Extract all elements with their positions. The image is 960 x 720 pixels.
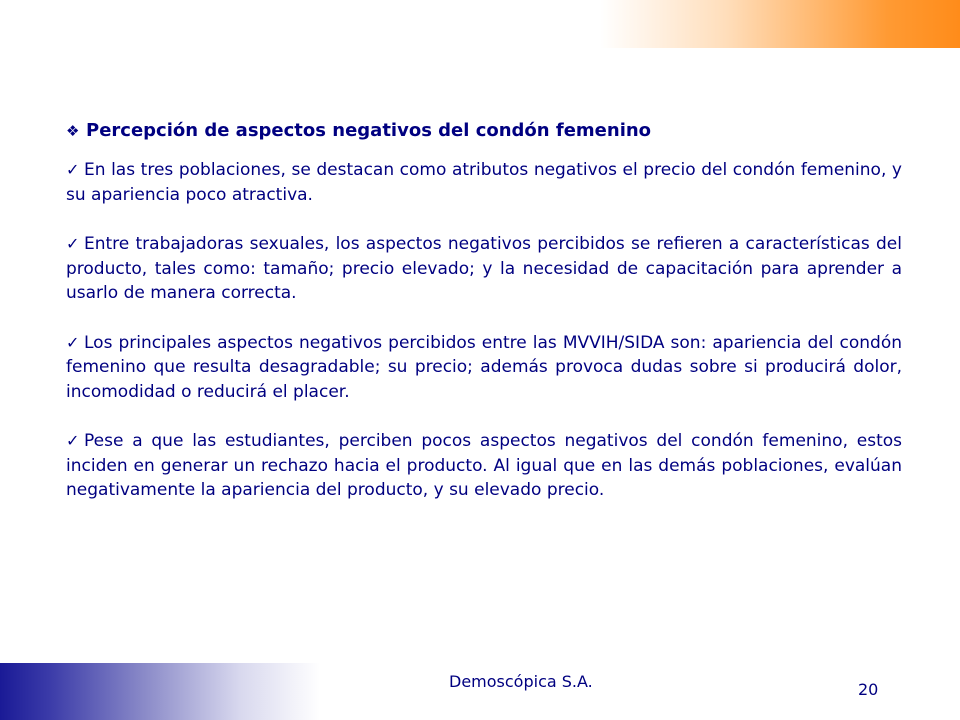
footer-company-name: Demoscópica S.A. bbox=[449, 672, 593, 691]
slide-content bbox=[66, 118, 902, 528]
checkmark-icon: ✓ bbox=[66, 332, 80, 352]
diamond-bullet-icon: ❖ bbox=[66, 122, 80, 140]
paragraph-2 bbox=[66, 232, 902, 306]
paragraph-4 bbox=[66, 429, 902, 503]
top-orange-gradient-bar bbox=[600, 0, 960, 48]
slide-heading bbox=[66, 118, 902, 144]
checkmark-icon: ✓ bbox=[66, 431, 80, 450]
checkmark-icon: ✓ bbox=[66, 160, 80, 179]
checkmark-icon: ✓ bbox=[66, 234, 80, 253]
paragraph-1 bbox=[66, 158, 902, 207]
slide-heading-text: Percepción de aspectos negativos del condón femenino bbox=[86, 120, 652, 141]
paragraph-3 bbox=[66, 331, 902, 405]
paragraph-text: Entre trabajadoras sexuales, los aspectos negativos percibidos se refieren a características del producto, tales como: tamaño; precio elevado; y la necesidad de capacitación para aprender a usarlo de manera correcta. bbox=[66, 234, 902, 303]
paragraph-text: Pese a que las estudiantes, perciben pocos aspectos negativos del condón femenino, estos inciden en generar un rechazo hacia el producto. Al igual que en las demás poblaciones, evalúan negativamente la apariencia del producto, y su elevado precio. bbox=[66, 431, 902, 500]
paragraph-text: Los principales aspectos negativos percibidos entre las MVVIH/SIDA son: apariencia del condón femenino que resulta desagradable; su precio; además provoca dudas sobre si producirá dolor, incomodidad o reducirá el placer. bbox=[66, 332, 902, 402]
paragraph-text: En las tres poblaciones, se destacan como atributos negativos el precio del condón femenino, y su apariencia poco atractiva. bbox=[66, 160, 902, 205]
page-number: 20 bbox=[858, 680, 879, 699]
bottom-blue-gradient-bar bbox=[0, 663, 320, 720]
